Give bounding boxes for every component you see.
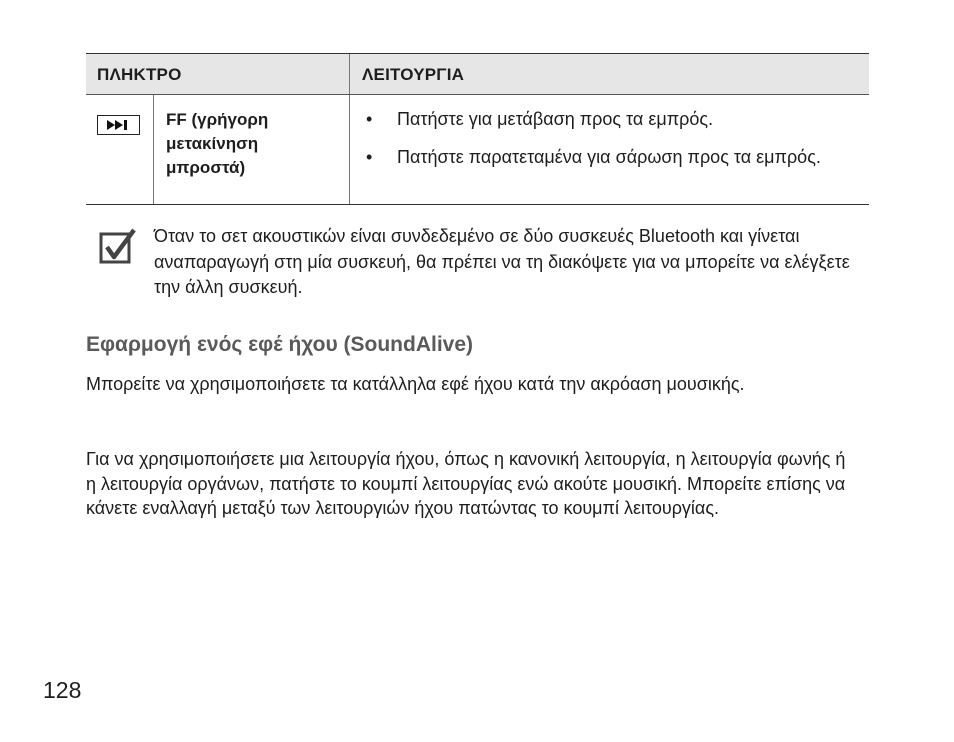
section-title: Εφαρμογή ενός εφέ ήχου (SoundAlive) [86,333,474,356]
fast-forward-icon [97,115,140,135]
table-header [86,53,869,95]
paragraph: Μπορείτε να χρησιμοποιήσετε τα κατάλληλα εφέ ήχου κατά την ακρόαση μουσικής. [86,374,745,394]
row-divider-2 [349,95,350,204]
row-divider-1 [153,95,154,204]
checkbox-note-icon [99,227,137,272]
paragraph: Για να χρησιμοποιήσετε μια λειτουργία ήχου, όπως η κανονική λειτουργία, η λειτουργία φωνής ή η λειτουργία οργάνων, πατήστε το κουμπί λειτουργίας ενώ ακούτε μουσική. Μπορείτε επίσης να κάνετε εναλλαγή μεταξύ των λειτουργιών ήχου πατώντας το κουμπί λειτουργίας. [86,449,846,518]
page-number: 128 [43,677,82,703]
key-name: FF (γρήγορη μετακίνηση μπροστά) [166,110,269,177]
function-list [362,107,842,183]
header-key: ΠΛΗΚΤΡΟ [97,65,182,84]
table-row [86,95,869,205]
header-divider [349,54,350,94]
list-item: • Πατήστε παρατεταμένα για σάρωση προς τα εμπρός. [366,147,821,167]
note-text: Όταν το σετ ακουστικών είναι συνδεδεμένο σε δύο συσκευές Bluetooth και γίνεται αναπαραγωγή στη μία συσκευή, θα πρέπει να τη διακόψετε για να μπορείτε να ελέγξετε την άλλη συσκευή. [154,226,850,297]
list-item: • Πατήστε για μετάβαση προς τα εμπρός. [366,109,714,129]
key-function-table [86,53,869,205]
header-function: ΛΕΙΤΟΥΡΓΙΑ [362,65,465,84]
